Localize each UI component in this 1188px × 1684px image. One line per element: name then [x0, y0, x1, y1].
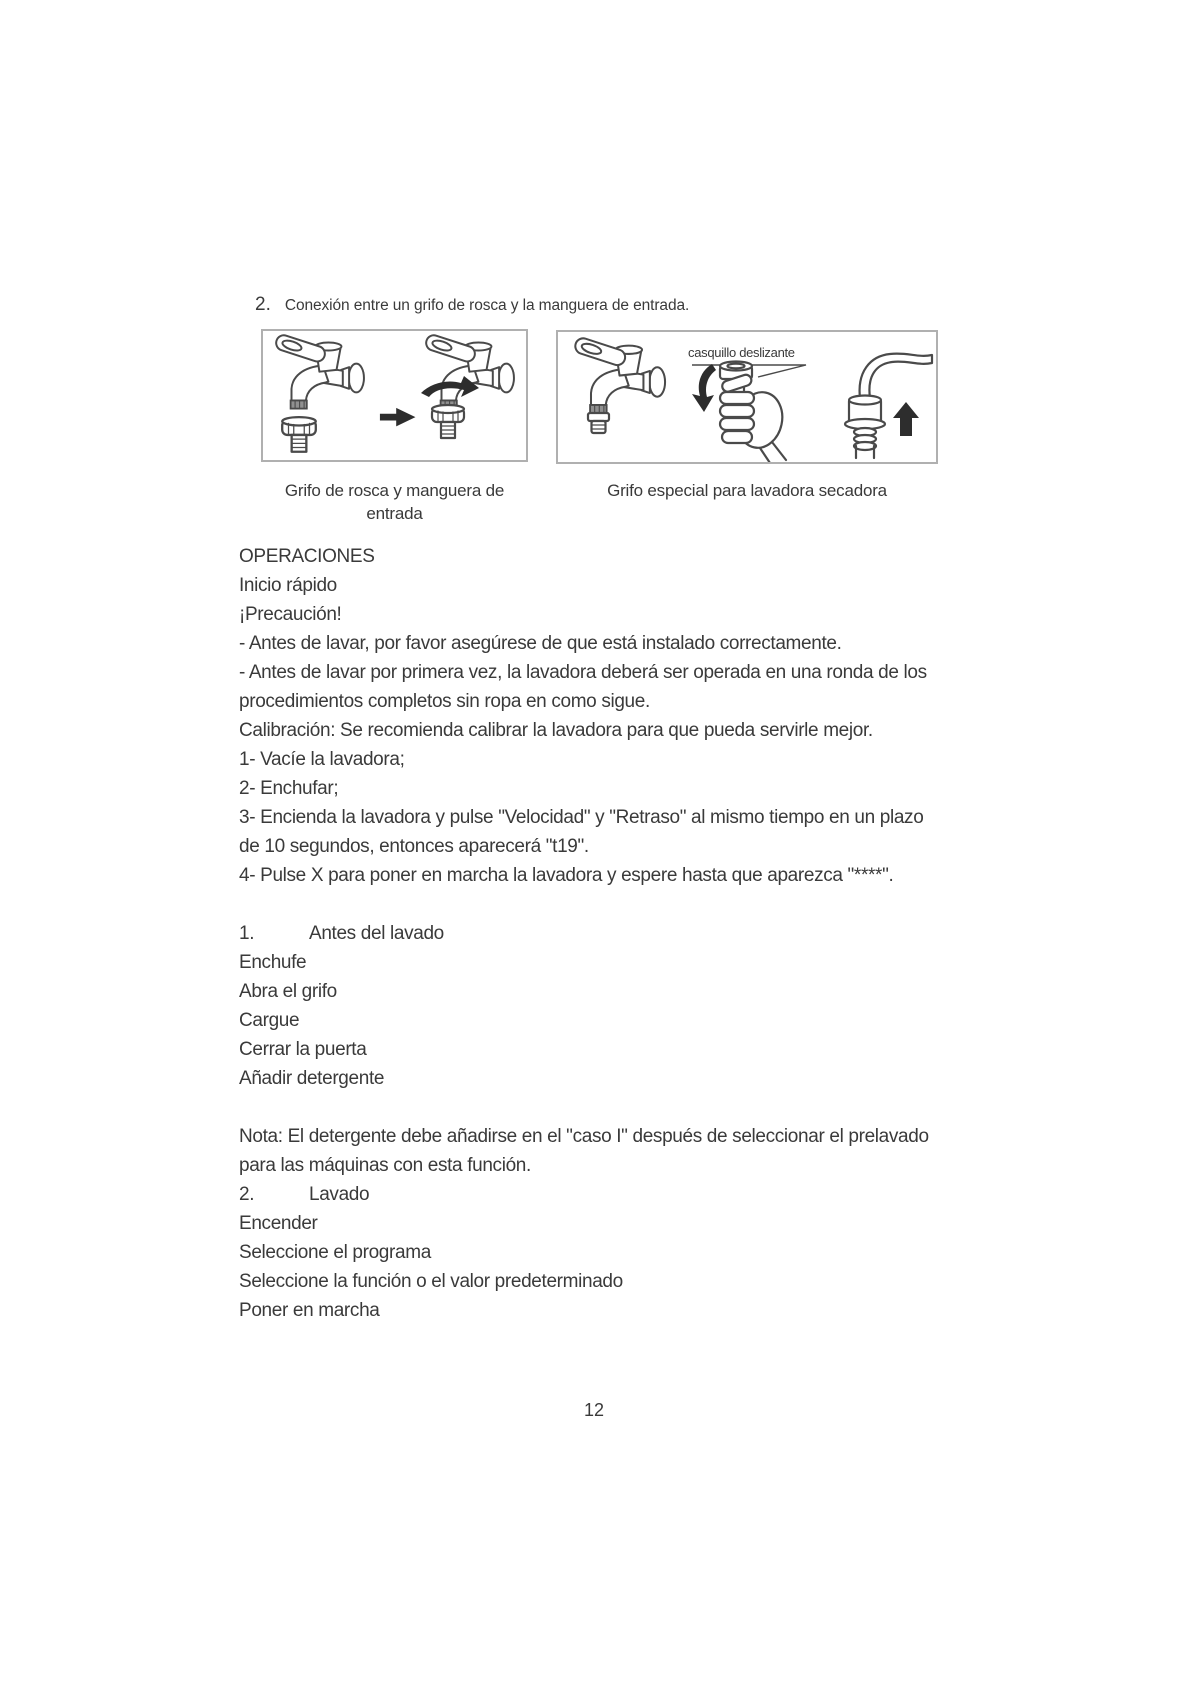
curved-down-arrow-icon	[692, 364, 716, 412]
text-line: OPERACIONES	[239, 546, 375, 567]
list-title: Lavado	[309, 1184, 370, 1205]
arrow-right-icon	[380, 408, 416, 427]
caption-line: Grifo de rosca y manguera de	[284, 481, 505, 500]
figure-caption	[556, 479, 938, 502]
blank-line	[239, 890, 1184, 919]
list-title: Antes del lavado	[309, 923, 444, 944]
caption-line: Grifo especial para lavadora secadora	[607, 481, 887, 500]
text-line: Calibración: Se recomienda calibrar la lavadora para que pueda servirle mejor.	[239, 720, 873, 741]
arrow-up-icon	[893, 402, 919, 436]
figure-tap-connection	[261, 329, 528, 462]
section-heading	[255, 294, 689, 316]
blank-line	[239, 1093, 1184, 1122]
text-line: Enchufe	[239, 952, 307, 973]
tap-adapter-icon	[588, 413, 609, 433]
list-number: 2.	[239, 1184, 255, 1205]
text-line: Inicio rápido	[239, 575, 337, 596]
text-line: Encender	[239, 1213, 318, 1234]
hose-connector-icon	[282, 417, 316, 452]
text-line: Cargue	[239, 1010, 300, 1031]
text-line: - Antes de lavar por primera vez, la lavadora deberá ser operada en una ronda de los	[239, 662, 927, 683]
caption-line: entrada	[366, 504, 423, 523]
hand-grip-icon	[720, 362, 787, 463]
list-heading	[239, 919, 1184, 948]
text-line: 2- Enchufar;	[239, 778, 339, 799]
hose-connector-icon	[432, 405, 464, 438]
text-line: para las máquinas con esta función.	[239, 1155, 531, 1176]
text-line: Seleccione el programa	[239, 1242, 431, 1263]
body-text	[239, 542, 1184, 1325]
faucet-icon	[573, 336, 665, 413]
page-number: 12	[583, 1400, 605, 1420]
section-number: 2.	[255, 294, 271, 315]
text-line: Seleccione la función o el valor predeterminado	[239, 1271, 623, 1292]
faucet-icon	[274, 333, 364, 408]
text-line: Nota: El detergente debe añadirse en el "caso I" después de seleccionar el prelavado	[239, 1126, 929, 1147]
text-line: 1- Vacíe la lavadora;	[239, 749, 405, 770]
text-line: 4- Pulse X para poner en marcha la lavadora y espere hasta que aparezca "****".	[239, 865, 894, 886]
hose-icon	[845, 354, 932, 458]
text-line: Abra el grifo	[239, 981, 337, 1002]
section-title: Conexión entre un grifo de rosca y la manguera de entrada.	[284, 297, 690, 314]
text-line: 3- Encienda la lavadora y pulse "Velocidad" y "Retraso" al mismo tiempo en un plazo	[239, 807, 924, 828]
list-heading	[239, 1180, 1184, 1209]
text-line: Añadir detergente	[239, 1068, 385, 1089]
figure-caption	[251, 479, 538, 525]
annotation-label: casquillo deslizante	[688, 345, 795, 360]
text-line: ¡Precaución!	[239, 604, 342, 625]
text-line: Cerrar la puerta	[239, 1039, 367, 1060]
text-line: Poner en marcha	[239, 1300, 380, 1321]
figure-special-tap	[556, 330, 938, 464]
text-line: de 10 segundos, entonces aparecerá "t19".	[239, 836, 589, 857]
list-number: 1.	[239, 923, 255, 944]
text-line: - Antes de lavar, por favor asegúrese de que está instalado correctamente.	[239, 633, 842, 654]
faucet-icon	[424, 333, 514, 408]
text-line: procedimientos completos sin ropa en como sigue.	[239, 691, 650, 712]
